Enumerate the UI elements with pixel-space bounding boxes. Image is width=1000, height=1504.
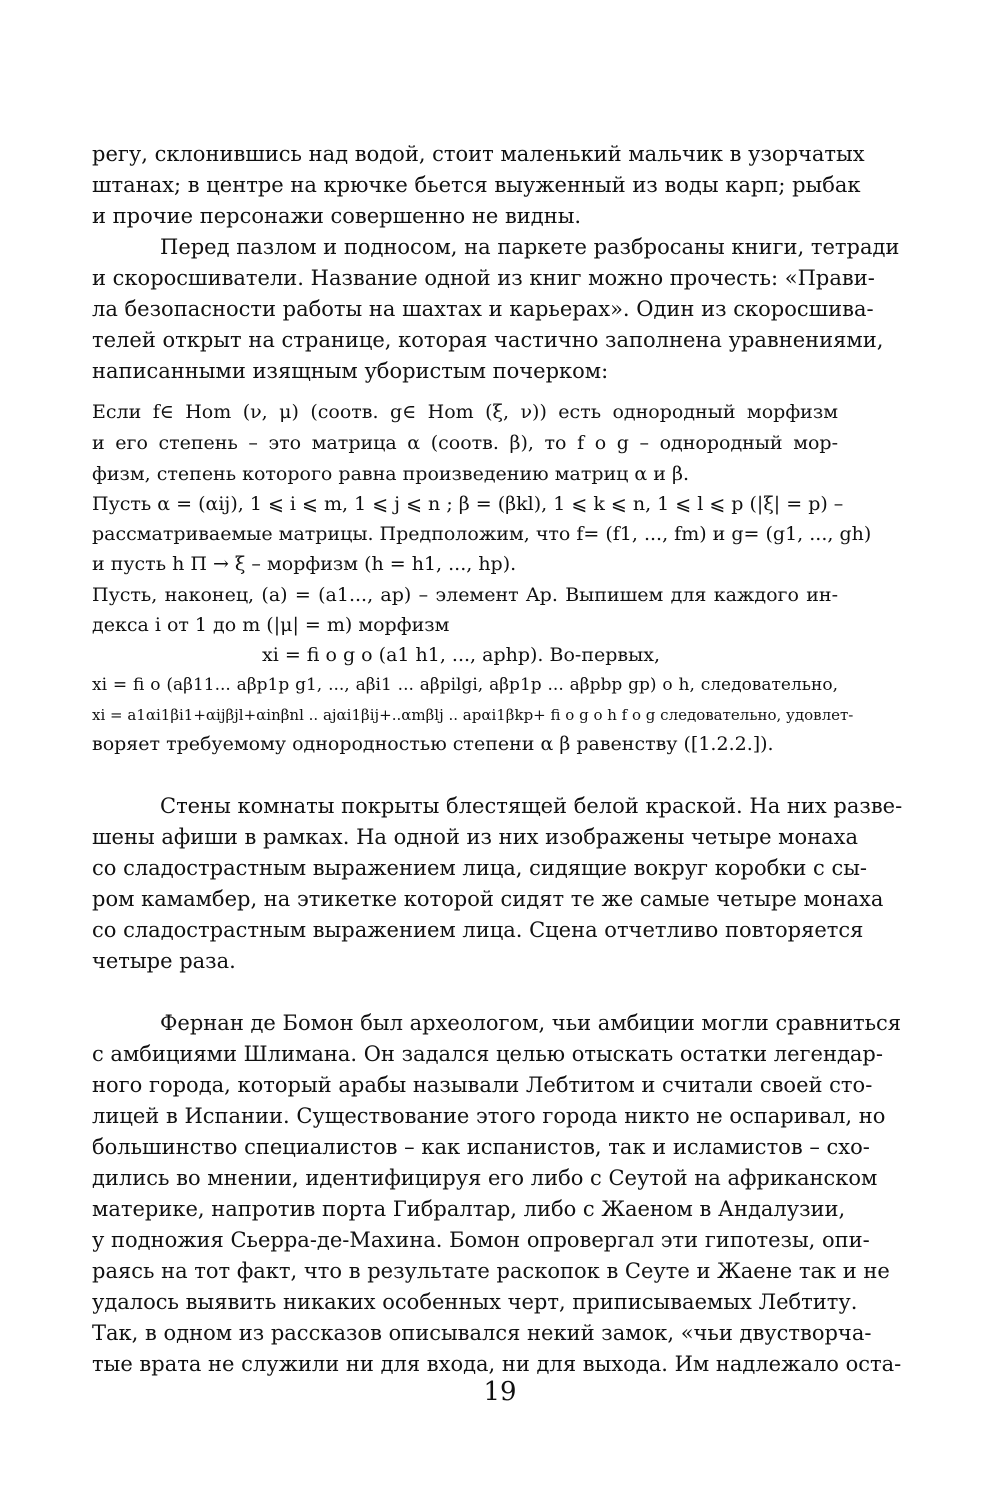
text-line: лицей в Испании. Существование этого города никто не оспаривал, но xyxy=(92,1104,886,1128)
text-line: дились во мнении, идентифицируя его либо с Сеутой на африканском xyxy=(92,1166,878,1190)
text-line: у подножия Сьерра-де-Махина. Бомон опровергал эти гипотезы, опи- xyxy=(92,1228,870,1252)
math-line: xi = fi o (aβ11... aβp1p g1, ..., aβi1 ... aβpilgi, aβp1p ... aβpbp gp) o h, следовательно, xyxy=(92,675,838,695)
math-line: физм, степень которого равна произведению матриц α и β. xyxy=(92,463,690,485)
math-line: xi = a1αi1βi1+αijβjl+αinβnl .. ajαi1βij+..αmβlj .. apαi1βkp+ fi o g o h f o g следовательно, удовлет- xyxy=(92,706,854,724)
math-line: декса i от 1 до m (|μ| = m) морфизм xyxy=(92,614,450,636)
text-line: штанах; в центре на крючке бьется выуженный из воды карп; рыбак xyxy=(92,173,861,197)
text-line: большинство специалистов – как испанистов, так и исламистов – схо- xyxy=(92,1135,870,1159)
text-line: регу, склонившись над водой, стоит маленький мальчик в узорчатых xyxy=(92,142,865,166)
text-line: и прочие персонажи совершенно не видны. xyxy=(92,204,582,228)
math-line: xi = fi o g o (a1 h1, ..., aphp). Во-первых, xyxy=(262,644,660,666)
math-line: Пусть α = (αij), 1 ⩽ i ⩽ m, 1 ⩽ j ⩽ n ; β = (βkl), 1 ⩽ k ⩽ n, 1 ⩽ l ⩽ p (|ξ| = p) – xyxy=(92,493,844,515)
text-line: написанными изящным убористым почерком: xyxy=(92,359,609,383)
text-line: ного города, который арабы называли Лебтитом и считали своей сто- xyxy=(92,1073,873,1097)
text-line: ла безопасности работы на шахтах и карьерах». Один из скоросшива- xyxy=(92,297,874,321)
math-line: воряет требуемому однородностью степени α β равенству ([1.2.2.]). xyxy=(92,733,774,755)
text-line: шены афиши в рамках. На одной из них изображены четыре монаха xyxy=(92,825,859,849)
text-line: Перед пазлом и подносом, на паркете разбросаны книги, тетради xyxy=(160,235,900,259)
math-line: Если f∈ Hom (ν, μ) (соотв. g∈ Hom (ξ, ν)) есть однородный морфизм xyxy=(92,401,838,423)
text-line: со сладострастным выражением лица, сидящие вокруг коробки с сы- xyxy=(92,856,868,880)
text-line: Фернан де Бомон был археологом, чьи амбиции могли сравниться xyxy=(160,1011,902,1035)
math-line: рассматриваемые матрицы. Предположим, что f= (f1, ..., fm) и g= (g1, ..., gh) xyxy=(92,523,872,545)
text-line: удалось выявить никаких особенных черт, приписываемых Лебтиту. xyxy=(92,1290,858,1314)
text-line: Стены комнаты покрыты блестящей белой краской. На них разве- xyxy=(160,794,903,818)
math-line: и пусть h Π → ξ – морфизм (h = h1, ..., hp). xyxy=(92,553,517,575)
text-line: ром камамбер, на этикетке которой сидят те же самые четыре монаха xyxy=(92,887,884,911)
text-line: со сладострастным выражением лица. Сцена отчетливо повторяется xyxy=(92,918,864,942)
text-line: телей открыт на странице, которая частично заполнена уравнениями, xyxy=(92,328,884,352)
text-line: раясь на тот факт, что в результате раскопок в Сеуте и Жаене так и не xyxy=(92,1259,890,1283)
text-line: Так, в одном из рассказов описывался некий замок, «чьи двустворча- xyxy=(92,1321,872,1345)
text-line: и скоросшиватели. Название одной из книг можно прочесть: «Прави- xyxy=(92,266,875,290)
text-line: тые врата не служили ни для входа, ни для выхода. Им надлежало оста- xyxy=(92,1352,902,1376)
page-number: 19 xyxy=(483,1377,517,1407)
text-line: материке, напротив порта Гибралтар, либо с Жаеном в Андалузии, xyxy=(92,1197,846,1221)
text-line: с амбициями Шлимана. Он задался целью отыскать остатки легендар- xyxy=(92,1042,883,1066)
math-line: и его степень – это матрица α (соотв. β), то f o g – однородный мор- xyxy=(92,432,838,454)
math-line: Пусть, наконец, (a) = (a1..., ap) – элемент Ap. Выпишем для каждого ин- xyxy=(92,584,838,606)
text-line: четыре раза. xyxy=(92,949,236,973)
